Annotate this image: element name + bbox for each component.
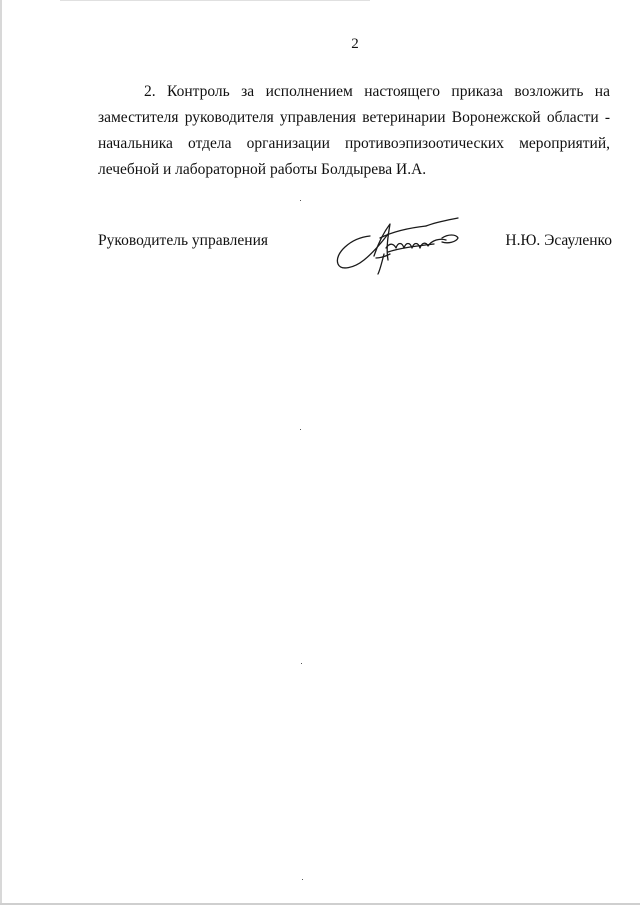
scan-speck (301, 663, 302, 664)
scan-speck (302, 879, 303, 880)
body-line: начальника отдела организации противоэпизоотических мероприятий, (98, 135, 610, 152)
scan-speck (300, 200, 301, 201)
position-title: Руководитель управления (98, 232, 269, 249)
body-line: заместителя руководителя управления ветеринарии Воронежской области - (98, 109, 610, 126)
body-paragraph (98, 79, 610, 183)
scan-speck (300, 429, 301, 430)
scan-edge-top (60, 0, 370, 1)
body-line: лечебной и лабораторной работы Болдырева И.А. (98, 161, 427, 178)
body-line: 2. Контроль за исполнением настоящего приказа возложить на (144, 83, 610, 100)
page-number: 2 (351, 36, 359, 52)
handwritten-signature (330, 214, 470, 276)
scan-edge-left (0, 0, 2, 905)
signer-name: Н.Ю. Эсауленко (505, 232, 612, 249)
